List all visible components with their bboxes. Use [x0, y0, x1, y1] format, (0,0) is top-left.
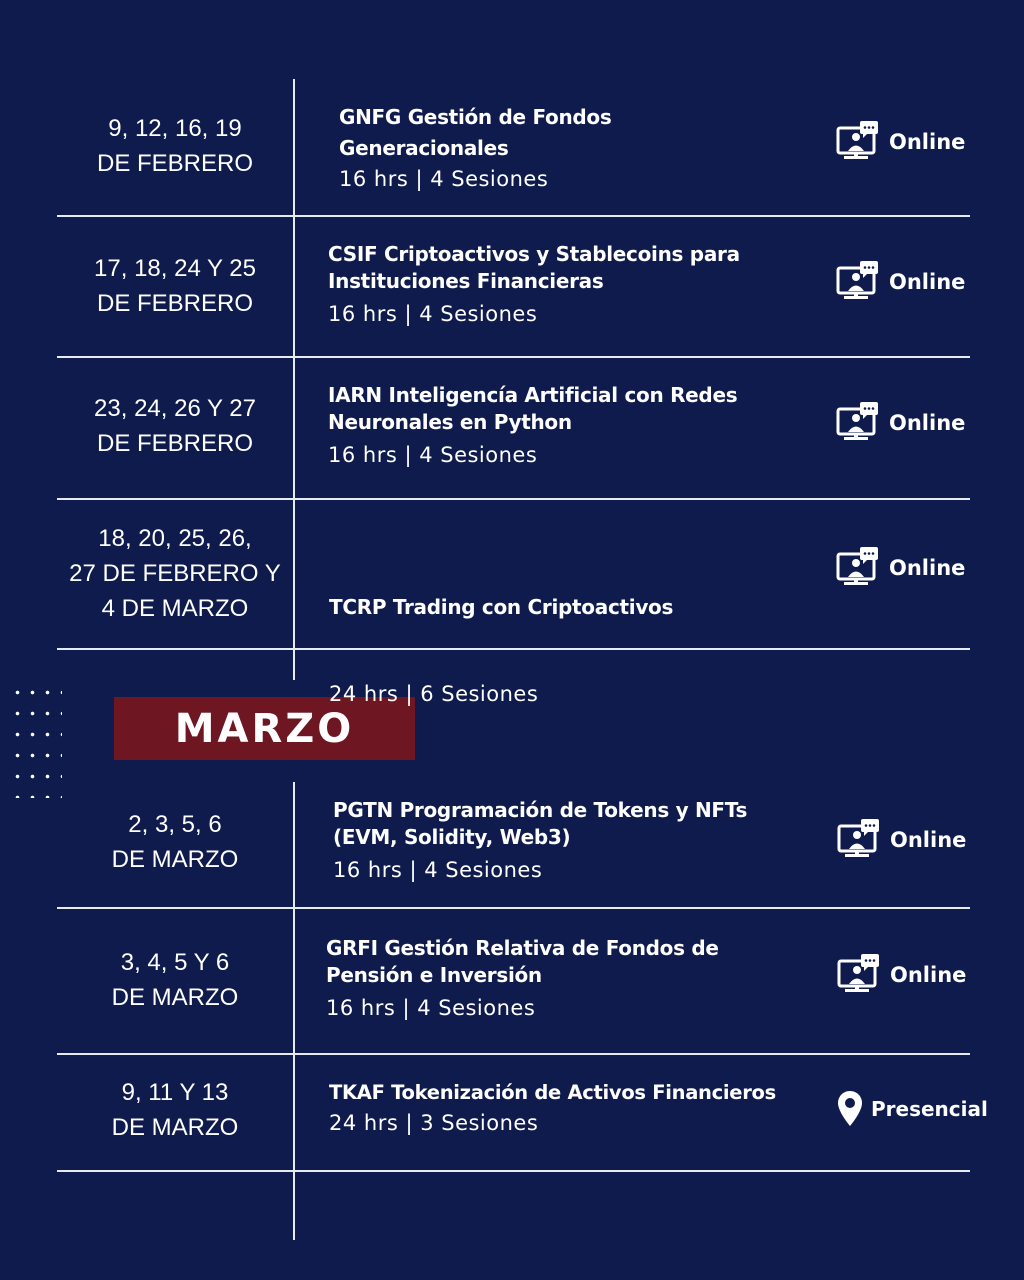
course-mode	[837, 953, 966, 997]
online-class-icon	[837, 953, 882, 997]
date-line: DE FEBRERO	[96, 430, 254, 457]
course-title: TKAF Tokenización de Activos Financieros	[329, 1081, 776, 1104]
course-info	[329, 540, 673, 709]
date-line: DE FEBRERO	[96, 150, 254, 177]
course-dates	[57, 520, 293, 627]
location-pin-icon	[837, 1090, 863, 1128]
online-class-icon	[836, 401, 881, 445]
mode-label: Online	[890, 828, 967, 852]
course-mode	[836, 120, 965, 164]
decorative-dot-grid	[10, 682, 62, 798]
mode-label: Online	[889, 556, 966, 580]
course-dates	[57, 110, 293, 182]
date-line: 4 DE MARZO	[101, 595, 249, 622]
mode-label: Online	[889, 270, 966, 294]
row-separator	[57, 1170, 970, 1172]
month-heading: MARZO	[174, 705, 355, 752]
online-class-icon	[836, 260, 881, 304]
course-title: GNFG Gestión de Fondos Generacionales	[339, 105, 612, 160]
date-line: DE MARZO	[111, 1114, 239, 1141]
course-dates	[57, 250, 293, 322]
course-mode	[837, 1090, 988, 1128]
row-separator	[57, 498, 970, 500]
course-duration: 16 hrs | 4 Sesiones	[328, 443, 538, 467]
course-mode	[836, 260, 965, 304]
course-dates	[57, 806, 293, 878]
online-class-icon	[836, 546, 881, 590]
course-mode	[836, 546, 965, 590]
date-line: DE MARZO	[111, 846, 239, 873]
date-line: DE FEBRERO	[96, 290, 254, 317]
course-duration: 24 hrs | 3 Sesiones	[329, 1111, 539, 1135]
mode-label: Online	[889, 411, 966, 435]
date-line: 9, 11 Y 13	[121, 1079, 229, 1106]
date-line: 17, 18, 24 Y 25	[94, 255, 256, 282]
course-dates	[57, 1074, 293, 1146]
course-duration: 16 hrs | 4 Sesiones	[326, 996, 536, 1020]
course-info	[329, 1079, 776, 1138]
row-separator	[57, 215, 970, 217]
course-title: GRFI Gestión Relativa de Fondos de Pensión e Inversión	[326, 936, 719, 987]
course-title: TCRP Trading con Criptoactivos	[329, 595, 674, 619]
course-info	[333, 797, 747, 885]
row-separator	[57, 907, 970, 909]
date-line: DE MARZO	[111, 984, 239, 1011]
mode-label: Online	[889, 130, 966, 154]
date-line: 18, 20, 25, 26,	[98, 525, 252, 552]
course-dates	[57, 390, 293, 462]
date-line: 9, 12, 16, 19	[108, 115, 242, 142]
course-info	[328, 241, 740, 329]
date-line: 23, 24, 26 Y 27	[94, 395, 256, 422]
course-info	[326, 935, 719, 1023]
course-mode	[836, 401, 965, 445]
course-title: IARN Inteligencía Artificial con Redes Neuronales en Python	[328, 383, 738, 434]
course-duration: 16 hrs | 4 Sesiones	[333, 858, 543, 882]
column-divider-top	[293, 79, 295, 680]
course-title: PGTN Programación de Tokens y NFTs (EVM, Solidity, Web3)	[333, 798, 748, 849]
course-duration: 24 hrs | 6 Sesiones	[329, 682, 539, 706]
course-duration: 16 hrs | 4 Sesiones	[328, 302, 538, 326]
mode-label: Presencial	[871, 1097, 988, 1121]
row-separator	[57, 356, 970, 358]
course-title: CSIF Criptoactivos y Stablecoins para Instituciones Financieras	[328, 242, 740, 293]
date-line: 3, 4, 5 Y 6	[120, 949, 230, 976]
course-info	[339, 102, 611, 194]
date-line: 2, 3, 5, 6	[128, 811, 222, 838]
mode-label: Online	[890, 963, 967, 987]
online-class-icon	[837, 818, 882, 862]
course-duration: 16 hrs | 4 Sesiones	[339, 167, 549, 191]
course-mode	[837, 818, 966, 862]
row-separator	[57, 1053, 970, 1055]
online-class-icon	[836, 120, 881, 164]
course-dates	[57, 944, 293, 1016]
date-line: 27 DE FEBRERO Y	[69, 560, 281, 587]
course-info	[328, 382, 737, 470]
